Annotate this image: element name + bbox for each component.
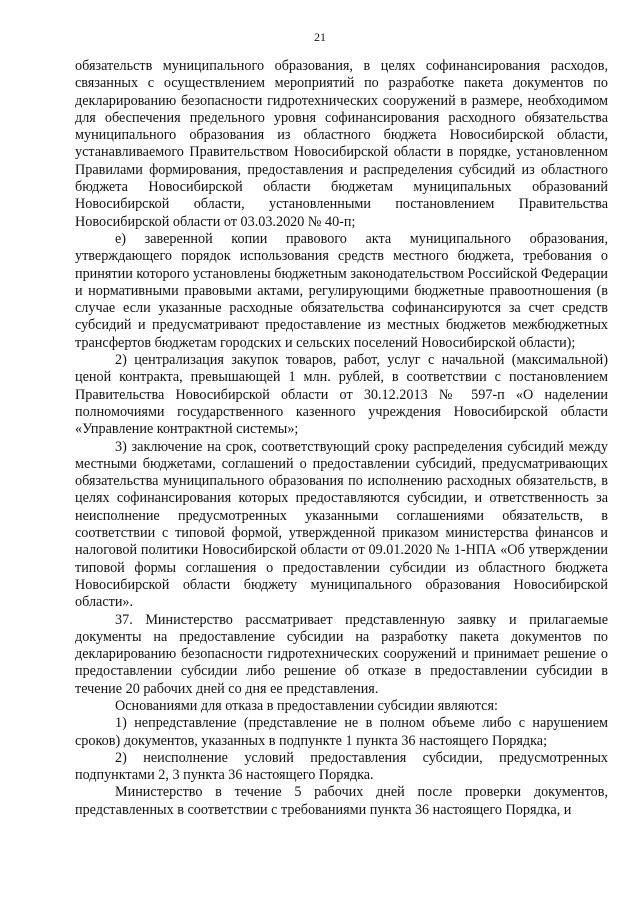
- paragraph-1: обязательств муниципального образования, в целях софинансирования расходов, связанных с осуществлением мероприятий по разработке пакета документов по декларированию безопасности гидротехнических сооружений в размере, необходимом для обеспечения предельного уровня софинансирования расходного обязательства муниципального образования из областного бюджета Новосибирской области, устанавливаемого Правительством Новосибирской области в порядке, установленном Правилами формирования, предоставления и распределения субсидий из областного бюджета Новосибирской области бюджетам муниципальных образований Новосибирской области, установленными постановлением Правительства Новосибирской области от 03.03.2020 № 40-п;: [75, 58, 608, 230]
- paragraph-3: 2) централизация закупок товаров, работ, услуг с начальной (максимальной) ценой контракта, превышающей 1 млн. рублей, в соответствии с постановлением Правительства Новосибирской области от 30.12.2013 № 597-п «О наделении полномочиями государственного казенного учреждения Новосибирской области «Управление контрактной системы»;: [75, 352, 608, 438]
- paragraph-2: е) заверенной копии правового акта муниципального образования, утверждающего порядок использования средств местного бюджета, требования о принятии которого установлены бюджетным законодательством Российской Федерации и нормативными правовыми актами, регулирующими бюджетные правоотношения (в случае если указанные расходные обязательства софинансируются за счет средств субсидий и предусматривают предоставление из местных бюджетов межбюджетных трансфертов бюджетам городских и сельских поселений Новосибирской области);: [75, 230, 608, 351]
- paragraph-7: 1) непредставление (представление не в полном объеме либо с нарушением сроков) документов, указанных в подпункте 1 пункта 36 настоящего Порядка;: [75, 715, 608, 749]
- page-number: 21: [314, 30, 326, 44]
- paragraph-4: 3) заключение на срок, соответствующий сроку распределения субсидий между местными бюджетами, соглашений о предоставлении субсидий, предусматривающих обязательства муниципального образования по исполнению расходных обязательств, в целях софинансирования которых предоставляются субсидии, и ответственность за неисполнение предусмотренных указанными соглашениями обязательств, в соответствии с типовой формой, утвержденной приказом министерства финансов и налоговой политики Новосибирской области от 09.01.2020 № 1-НПА «Об утверждении типовой формы соглашения о предоставлении субсидии из областного бюджета Новосибирской области бюджету муниципального образования Новосибирской области».: [75, 438, 608, 611]
- document-body: [75, 58, 608, 819]
- paragraph-6: Основаниями для отказа в предоставлении субсидии являются:: [115, 697, 498, 714]
- paragraph-8: 2) неисполнение условий предоставления субсидии, предусмотренных подпунктами 2, 3 пункта 36 настоящего Порядка.: [75, 749, 608, 784]
- paragraph-5: 37. Министерство рассматривает представленную заявку и прилагаемые документы на предоставление субсидии на разработку пакета документов по декларированию безопасности гидротехнических сооружений и принимает решение о предоставлении субсидии либо решение об отказе в предоставлении субсидии в течение 20 рабочих дней со дня ее представления.: [75, 611, 608, 697]
- paragraph-9: Министерство в течение 5 рабочих дней после проверки документов, представленных в соответствии с требованиями пункта 36 настоящего Порядка, и: [75, 784, 608, 818]
